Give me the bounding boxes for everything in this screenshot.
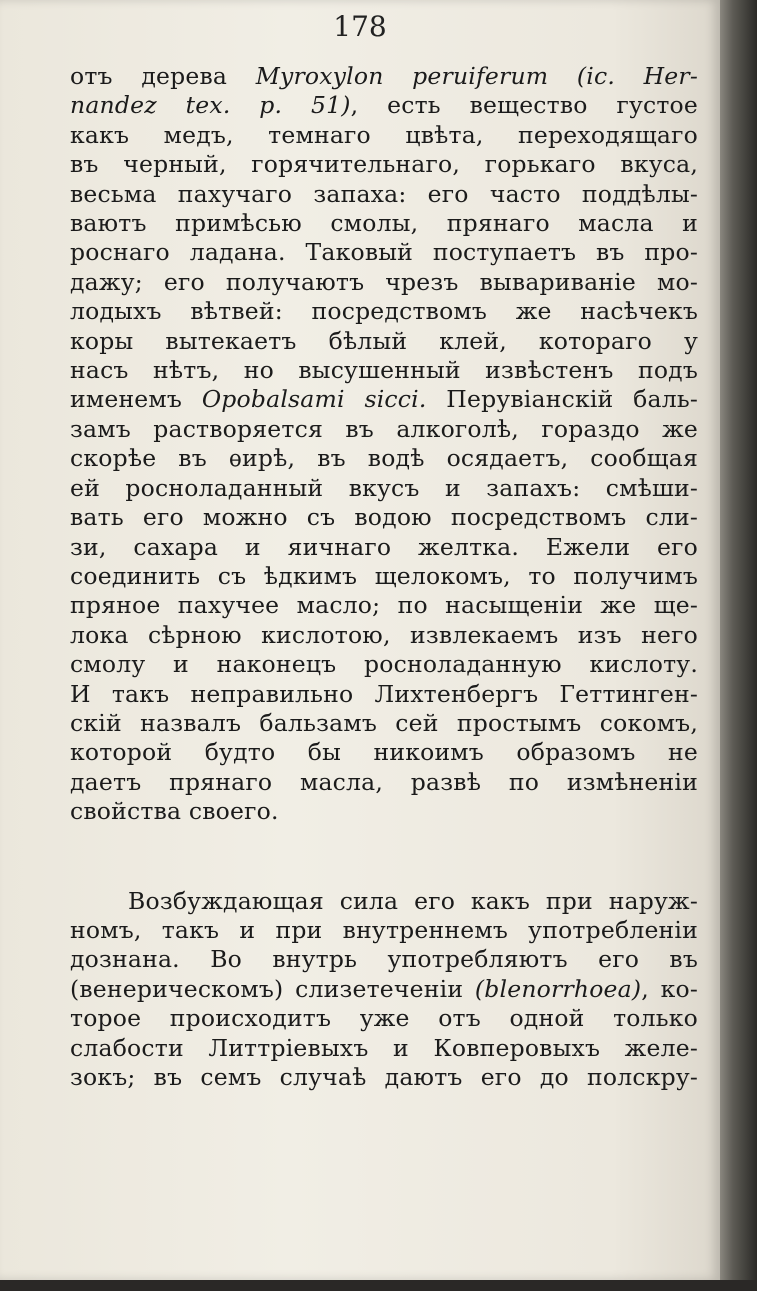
text-line: Возбуждающая сила его какъ при наруж- [128, 886, 698, 915]
text-line: номъ, такъ и при внутреннемъ употребленіи [70, 915, 698, 944]
text-line: именемъ Opobalsami sicci. Перувіанскій баль- [70, 385, 698, 414]
text-line: дажу; его получаютъ чрезъ вывариваніе мо- [70, 267, 698, 296]
text-line: которой будто бы никоимъ образомъ не [70, 738, 698, 767]
text-line: скій назвалъ бальзамъ сей простымъ сокомъ, [70, 708, 698, 737]
text-line: зи, сахара и яичнаго желтка. Ежели его [70, 532, 698, 561]
text-line: замъ растворяется въ алкоголѣ, гораздо же [70, 414, 698, 443]
paragraph-gap [70, 827, 698, 887]
text-line: лодыхъ вѣтвей: посредствомъ же насѣчекъ [70, 297, 698, 326]
text-line: соединить съ ѣдкимъ щелокомъ, то получимъ [70, 561, 698, 590]
text-line: въ черный, горячительнаго, горькаго вкуса, [70, 150, 698, 179]
text-line: вать его можно съ водою посредствомъ сли- [70, 503, 698, 532]
text-line: роснаго ладана. Таковый поступаетъ въ про- [70, 238, 698, 267]
page-bottom-edge [0, 1280, 757, 1291]
text-line: даетъ прянаго масла, развѣ по измѣненіи [70, 767, 698, 796]
paragraph-1 [70, 62, 698, 827]
text-line: зокъ; въ семъ случаѣ даютъ его до полскру- [70, 1063, 698, 1091]
text-line: лока сѣрною кислотою, извлекаемъ изъ него [70, 620, 698, 649]
text-line: какъ медъ, темнаго цвѣта, переходящаго [70, 120, 698, 149]
text-line: скорѣе въ ѳирѣ, въ водѣ осядаетъ, сообщая [70, 444, 698, 473]
body-text [70, 62, 698, 1092]
text-line: дознана. Во внутрь употребляютъ его въ [70, 945, 698, 974]
text-line: слабости Литтріевыхъ и Ковперовыхъ желе- [70, 1033, 698, 1062]
text-line: ваютъ примѣсью смолы, прянаго масла и [70, 209, 698, 238]
text-line: И такъ неправильно Лихтенбергъ Геттинген- [70, 679, 698, 708]
text-line: nandez tex. p. 51), есть вещество густое [70, 91, 698, 120]
text-line: весьма пахучаго запаха: его часто поддѣлы- [70, 179, 698, 208]
text-line: отъ дерева Myroxylon peruiferum (ic. Her- [70, 62, 698, 90]
page-number: 178 [333, 10, 387, 43]
text-line: свойства своего. [70, 797, 279, 826]
text-line: (венерическомъ) слизетеченіи (blenorrhoea), ко- [70, 974, 698, 1003]
text-line: пряное пахучее масло; по насыщеніи же ще- [70, 591, 698, 620]
text-line: смолу и наконецъ росноладанную кислоту. [70, 650, 698, 679]
text-line: насъ нѣтъ, но высушенный извѣстенъ подъ [70, 356, 698, 385]
paragraph-2 [70, 887, 698, 1093]
text-line: ей росноладанный вкусъ и запахъ: смѣши- [70, 473, 698, 502]
page-fore-edge [720, 0, 757, 1291]
text-line: коры вытекаетъ бѣлый клей, котораго у [70, 326, 698, 355]
text-line: торое происходитъ уже отъ одной только [70, 1004, 698, 1033]
